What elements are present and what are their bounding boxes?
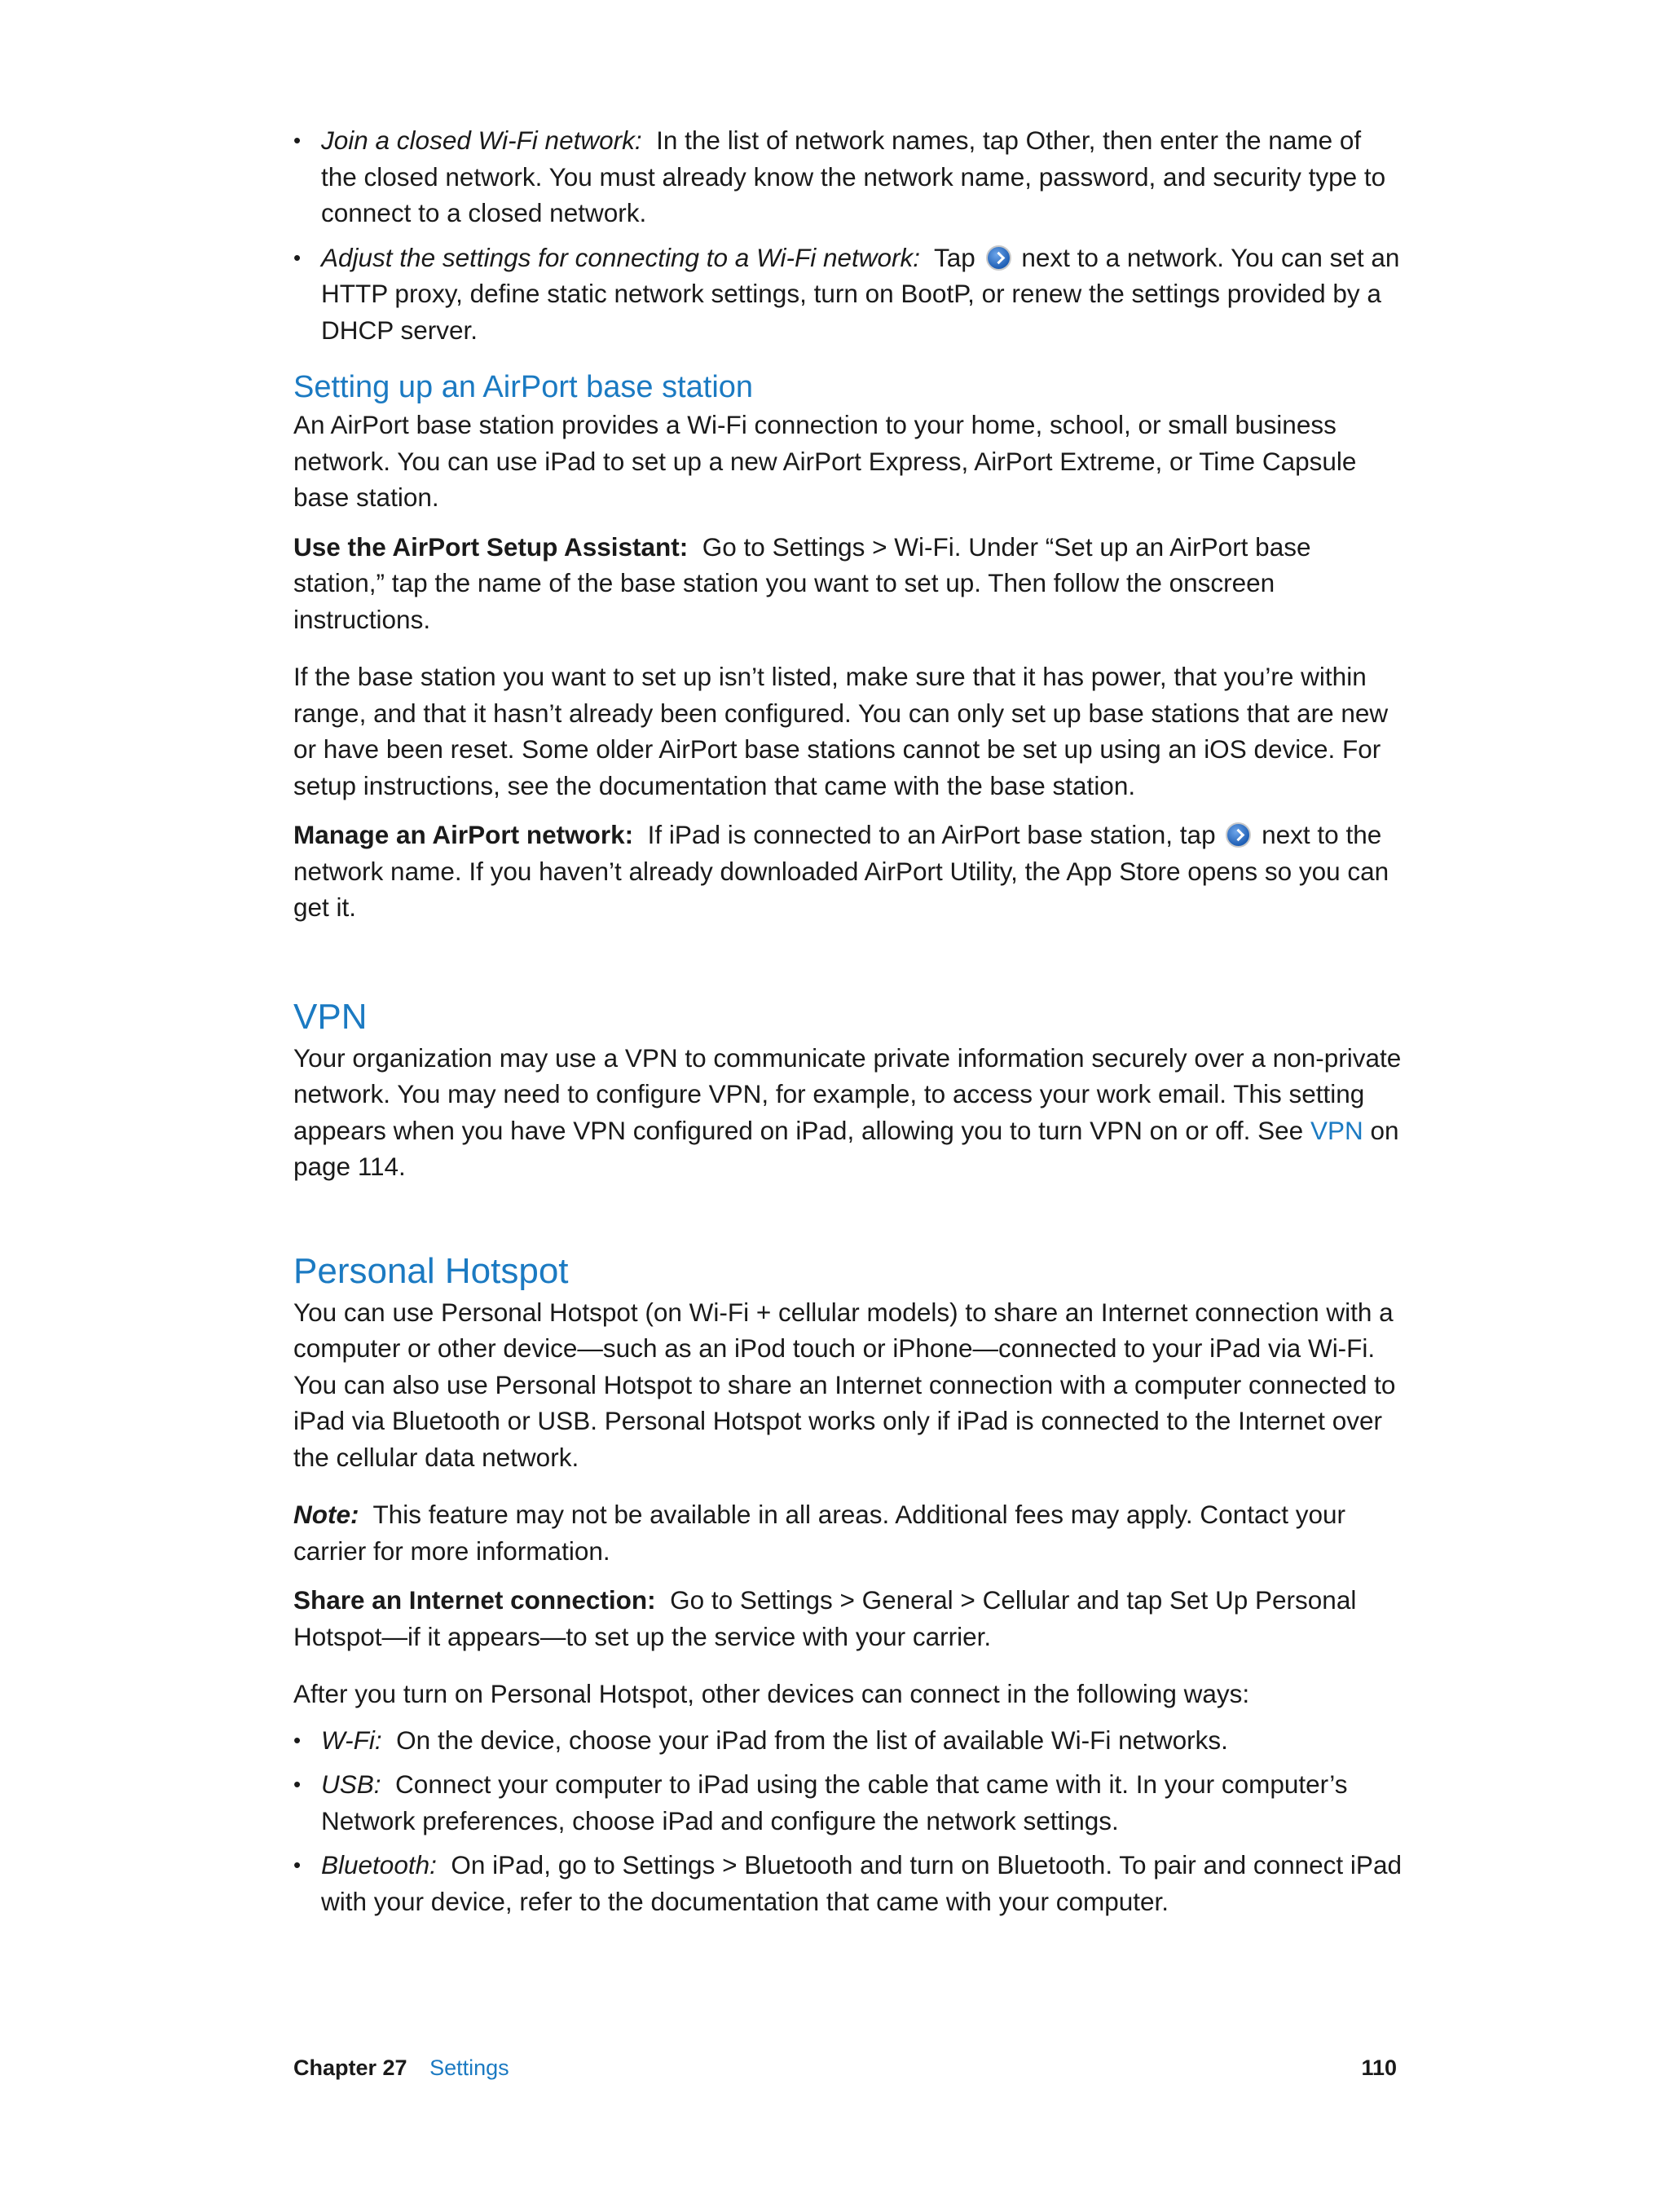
hotspot-after: After you turn on Personal Hotspot, other devices can connect in the following ways: xyxy=(293,1679,1250,1708)
detail-disclosure-icon xyxy=(1226,822,1251,848)
bullet-text: On iPad, go to Settings > Bluetooth and turn on Bluetooth. To pair and connect iPad with your device, refer to the documentation that came with your computer. xyxy=(321,1850,1402,1916)
bullet-text: On the device, choose your iPad from the list of available Wi-Fi networks. xyxy=(396,1725,1228,1755)
footer-chapter-title[interactable]: Settings xyxy=(429,2056,509,2080)
vpn-heading: VPN xyxy=(293,996,368,1037)
share-text: Go to Settings > General > Cellular and tap Set Up Personal Hotspot—if it appears—to set up the service with your carrier. xyxy=(293,1585,1357,1651)
airport-not-listed-paragraph: If the base station you want to set up isn’t listed, make sure that it has power, that you’re within range, and that it hasn’t already been configured. You can only set up base stations that are new or have been reset. Some older AirPort base stations cannot be set up using an iOS device. For setup instructions, see the documentation that came with the base station. xyxy=(293,662,1389,800)
vpn-paragraph xyxy=(293,1040,1402,1185)
bullet-text-before: Tap xyxy=(934,242,975,272)
vpn-link[interactable]: VPN xyxy=(1310,1115,1363,1145)
note-label: Note: xyxy=(293,1500,359,1529)
share-label: Share an Internet connection: xyxy=(293,1585,656,1615)
bullet-text: In the list of network names, tap Other, then enter the name of the closed network. You must already know the network name, password, and security type to connect to a closed network. xyxy=(321,126,1386,227)
bullet-text-after: next to a network. You can set an HTTP proxy, define static network settings, turn on BootP, or renew the settings provided by a DHCP server. xyxy=(321,242,1400,345)
hotspot-share xyxy=(293,1582,1402,1655)
vpn-text: Your organization may use a VPN to communicate private information securely over a non-private network. You may need to configure VPN, for example, to access your work email. This setting appears when you have VPN configured on iPad, allowing you to turn VPN on or off. See xyxy=(293,1042,1402,1145)
bullet-dot: • xyxy=(293,245,302,270)
airport-heading: Setting up an AirPort base station xyxy=(293,370,754,404)
bullet-dot: • xyxy=(293,128,302,152)
bullet-dot: • xyxy=(293,1727,302,1752)
hotspot-note xyxy=(293,1496,1402,1569)
bullet-dot: • xyxy=(293,1772,302,1796)
airport-manage-paragraph xyxy=(293,817,1402,926)
hotspot-intro: You can use Personal Hotspot (on Wi-Fi + cellular models) to share an Internet connection with a computer or other device—such as an iPod touch or iPhone—connected to your iPad via Wi-Fi. You can also use Personal Hotspot to share an Internet connection with a computer connected to iPad via Bluetooth or USB. Personal Hotspot works only if iPad is connected to the Internet over the cellular data network. xyxy=(293,1297,1396,1472)
footer-page-number: 110 xyxy=(1361,2056,1397,2080)
setup-label: Use the AirPort Setup Assistant: xyxy=(293,531,689,562)
bullet-lead: Join a closed Wi-Fi network: xyxy=(321,126,642,155)
detail-disclosure-icon xyxy=(986,245,1011,271)
bullet-lead: Bluetooth: xyxy=(321,1850,437,1879)
page-footer xyxy=(293,2056,1397,2081)
bullet-adjust-settings xyxy=(293,240,1402,349)
hotspot-heading: Personal Hotspot xyxy=(293,1250,569,1291)
bullet-lead: USB: xyxy=(321,1769,381,1799)
bullet-lead: Adjust the settings for connecting to a Wi-Fi network: xyxy=(321,242,921,272)
setup-text: Go to Settings > Wi-Fi. Under “Set up an AirPort base station,” tap the name of the base station you want to set up. Then follow the onscreen instructions. xyxy=(293,531,1311,634)
bullet-closed-network xyxy=(293,122,1402,231)
footer-chapter: Chapter 27 xyxy=(293,2056,407,2080)
airport-intro: An AirPort base station provides a Wi-Fi connection to your home, school, or small business network. You can use iPad to set up a new AirPort Express, AirPort Extreme, or Time Capsule base station. xyxy=(293,410,1357,512)
manage-text-before: If iPad is connected to an AirPort base station, tap xyxy=(647,820,1216,849)
airport-setup-paragraph xyxy=(293,529,1402,638)
bullet-bluetooth xyxy=(293,1847,1402,1919)
bullet-wifi xyxy=(293,1722,1402,1759)
page-content xyxy=(293,122,1402,1928)
bullet-dot: • xyxy=(293,1853,302,1877)
manage-label: Manage an AirPort network: xyxy=(293,820,634,849)
bullet-text: Connect your computer to iPad using the cable that came with it. In your computer’s Network preferences, choose iPad and configure the network settings. xyxy=(321,1769,1348,1835)
note-text: This feature may not be available in all areas. Additional fees may apply. Contact your carrier for more information. xyxy=(293,1500,1346,1566)
vpn-after-link: on page 114. xyxy=(293,1115,1399,1181)
bullet-usb xyxy=(293,1766,1402,1839)
manage-text-after: next to the network name. If you haven’t already downloaded AirPort Utility, the App Store opens so you can get it. xyxy=(293,820,1389,922)
bullet-lead: W-Fi: xyxy=(321,1725,382,1755)
